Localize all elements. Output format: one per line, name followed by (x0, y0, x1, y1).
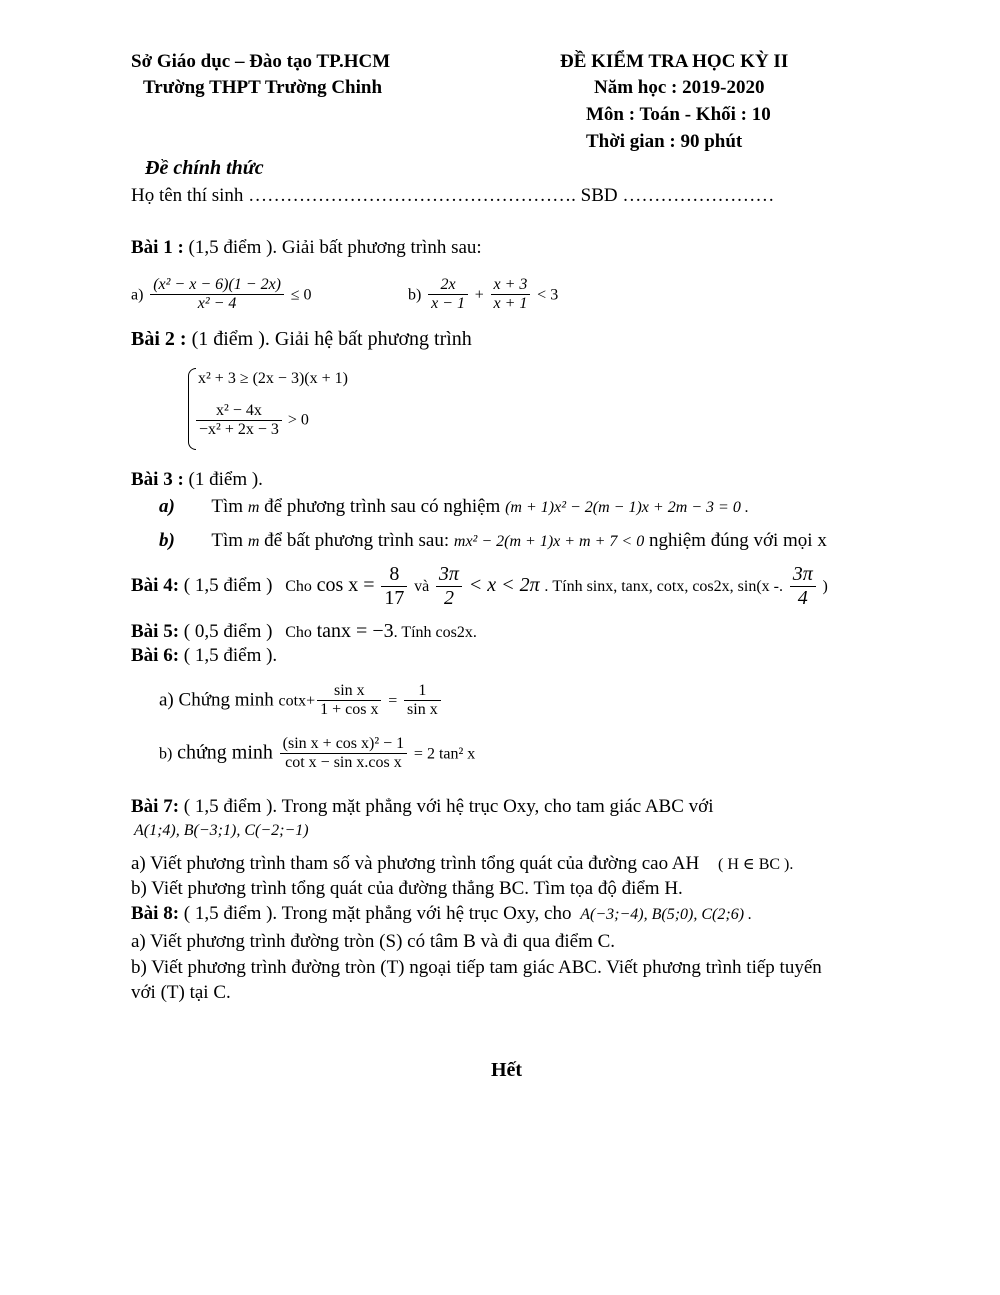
bai6-a-den: 1 + cos x (320, 701, 379, 719)
bai2-eq2-fraction (196, 402, 282, 440)
bai8-heading (131, 903, 752, 925)
bai6-a-fraction2 (404, 682, 441, 720)
bai6-a-eq: = (388, 692, 398, 710)
bai7-points: A(1;4), B(−3;1), C(−2;−1) (134, 822, 309, 839)
bai6-a-den2: sin x (407, 701, 438, 719)
bai6-b-num: (sin x + cos x)² − 1 (280, 735, 408, 754)
candidate-line: Họ tên thí sinh ……………………………………………. SBD …………………… (131, 185, 775, 206)
bai4-f2-den: 2 (443, 587, 454, 609)
bai5-cho: Cho (285, 624, 312, 641)
bai7-a-text: a) Viết phương trình tham số và phương trình tổng quát của đường cao AH (131, 853, 700, 874)
bai1-a-label: a) (131, 286, 144, 304)
bai1-b-fraction2 (491, 276, 531, 314)
bai4-task: . Tính sinx, tanx, cotx, cos2x, sin(x -. (544, 577, 783, 595)
bai1-b (408, 276, 558, 314)
bai6-a-num2: 1 (404, 682, 441, 701)
bai1-heading (131, 237, 482, 259)
bai1-a (131, 276, 312, 314)
bai4-cos: cos x = (316, 573, 375, 596)
bai4-f2-num: 3π (436, 563, 462, 587)
bai4-ineq: < x < 2π (468, 573, 540, 596)
bai3-b-text2: để bất phương trình sau: (264, 530, 450, 551)
bai1-a-rhs: ≤ 0 (290, 286, 312, 304)
bai4-f1-num: 8 (381, 563, 407, 587)
bai3-b-text3: nghiệm đúng với mọi x (648, 530, 827, 551)
bai2-eq2-den: −x² + 2x − 3 (199, 421, 279, 439)
bai4-title: Bài 4: (131, 574, 180, 596)
bai7-title: Bài 7: (131, 796, 180, 817)
bai6-b-text: chứng minh (177, 741, 273, 764)
school-name: Trường THPT Trường Chinh (143, 77, 383, 98)
bai1-title: Bài 1 : (131, 237, 184, 258)
bai1-b-label: b) (408, 286, 422, 304)
bai8-desc: ( 1,5 điểm ). Trong mặt phẳng với hệ trục Oxy, cho (183, 903, 572, 924)
bai6-b-fraction (280, 735, 408, 773)
bai4-fraction3 (790, 563, 816, 610)
bai3-b (159, 530, 827, 552)
bai3-b-eq: mx² − 2(m + 1)x + m + 7 < 0 (453, 533, 645, 550)
school-year: Năm học : 2019-2020 (594, 77, 765, 98)
bai6-b-rhs: = 2 tan² x (413, 745, 476, 763)
bai4 (131, 563, 828, 610)
end-label: Hết (491, 1059, 523, 1081)
bai6-a-lhs: cotx+ (278, 692, 316, 710)
dept-name: Sở Giáo dục – Đào tạo TP.HCM (131, 51, 391, 72)
bai4-close: ) (822, 577, 828, 595)
official-label: Đề chính thức (145, 157, 264, 179)
bai1-b-plus: + (474, 286, 484, 304)
bai1-b-num2: x + 3 (491, 276, 531, 295)
bai4-f1-den: 17 (384, 587, 405, 609)
bai7-desc: ( 1,5 điểm ). Trong mặt phẳng với hệ trục Oxy, cho tam giác ABC với (183, 796, 714, 817)
bai2-eq2-rhs: > 0 (287, 411, 309, 429)
bai2-eq1: x² + 3 ≥ (2x − 3)(x + 1) (198, 370, 348, 387)
bai3-a-text: Tìm (211, 496, 244, 517)
subject: Môn : Toán - Khối : 10 (586, 104, 771, 125)
bai1-b-rhs: < 3 (537, 286, 559, 304)
bai3-b-var: m (247, 533, 260, 550)
bai3-a (159, 496, 749, 518)
bai8-a: a) Viết phương trình đường tròn (S) có tâm B và đi qua điểm C. (131, 931, 616, 952)
bai1-desc: (1,5 điểm ). Giải bất phương trình sau: (188, 237, 482, 258)
bai7-heading (131, 796, 713, 818)
bai1-a-den: x² − 4 (197, 295, 237, 313)
bai2-heading (131, 328, 472, 351)
bai6-title: Bài 6: (131, 645, 180, 666)
bai3-a-var: m (247, 499, 260, 516)
bai3-desc: (1 điểm ). (188, 469, 263, 490)
bai4-f3-den: 4 (797, 587, 808, 609)
bai1-b-den2: x + 1 (493, 295, 528, 313)
bai4-cho: Cho (285, 577, 312, 595)
bai2-eq2 (194, 402, 309, 440)
bai6-a (159, 682, 443, 720)
bai7-a (131, 853, 793, 875)
bai5-title: Bài 5: (131, 621, 180, 642)
bai3-b-label: b) (159, 530, 175, 551)
bai3-a-text2: để phương trình sau có nghiệm (264, 496, 501, 517)
bai6-b-label: b) (159, 745, 173, 763)
bai7-b: b) Viết phương trình tổng quát của đường thẳng BC. Tìm tọa độ điểm H. (131, 878, 683, 899)
bai6-heading (131, 645, 277, 667)
bai6-desc: ( 1,5 điểm ). (183, 645, 278, 666)
bai2-title: Bài 2 : (131, 328, 187, 350)
bai1-b-fraction1 (428, 276, 468, 314)
bai3-title: Bài 3 : (131, 469, 184, 490)
bai5-eq: tanx = −3 (316, 620, 394, 642)
bai2-desc: (1 điểm ). Giải hệ bất phương trình (191, 328, 472, 350)
bai5-task: . Tính cos2x. (393, 624, 477, 641)
bai8-b1: b) Viết phương trình đường tròn (T) ngoại tiếp tam giác ABC. Viết phương trình tiếp tuyến (131, 957, 822, 978)
bai4-f3-num: 3π (790, 563, 816, 587)
bai3-b-text: Tìm (211, 530, 244, 551)
bai6-b-den: cot x − sin x.cos x (285, 754, 402, 772)
bai1-b-num1: 2x (428, 276, 468, 295)
bai7-a-cond: ( H ∈ BC ). (717, 856, 794, 873)
bai4-desc: ( 1,5 điểm ) (183, 574, 273, 596)
bai4-fraction2 (436, 563, 462, 610)
bai4-fraction1 (381, 563, 407, 610)
bai8-b2: với (T) tại C. (131, 982, 231, 1003)
bai1-a-num: (x² − x − 6)(1 − 2x) (150, 276, 284, 295)
bai6-b (159, 735, 475, 773)
exam-title: ĐỀ KIỂM TRA HỌC KỲ II (560, 51, 789, 72)
bai8-points: A(−3;−4), B(5;0), C(2;6) . (580, 906, 753, 923)
bai6-a-label: a) (159, 689, 174, 711)
bai6-a-text: Chứng minh (178, 689, 274, 711)
bai3-a-eq: (m + 1)x² − 2(m − 1)x + 2m − 3 = 0 . (505, 499, 749, 516)
bai6-a-num: sin x (317, 682, 381, 701)
bai1-b-den1: x − 1 (431, 295, 465, 313)
bai3-heading (131, 469, 263, 491)
exam-time: Thời gian : 90 phút (586, 131, 743, 152)
bai8-title: Bài 8: (131, 903, 180, 924)
bai2-eq2-num: x² − 4x (196, 402, 282, 421)
bai5 (131, 620, 477, 643)
bai4-va: và (414, 577, 430, 595)
bai5-desc: ( 0,5 điểm ) (183, 621, 273, 642)
bai1-a-fraction (150, 276, 284, 314)
bai6-a-fraction (317, 682, 381, 720)
bai3-a-label: a) (159, 496, 175, 517)
